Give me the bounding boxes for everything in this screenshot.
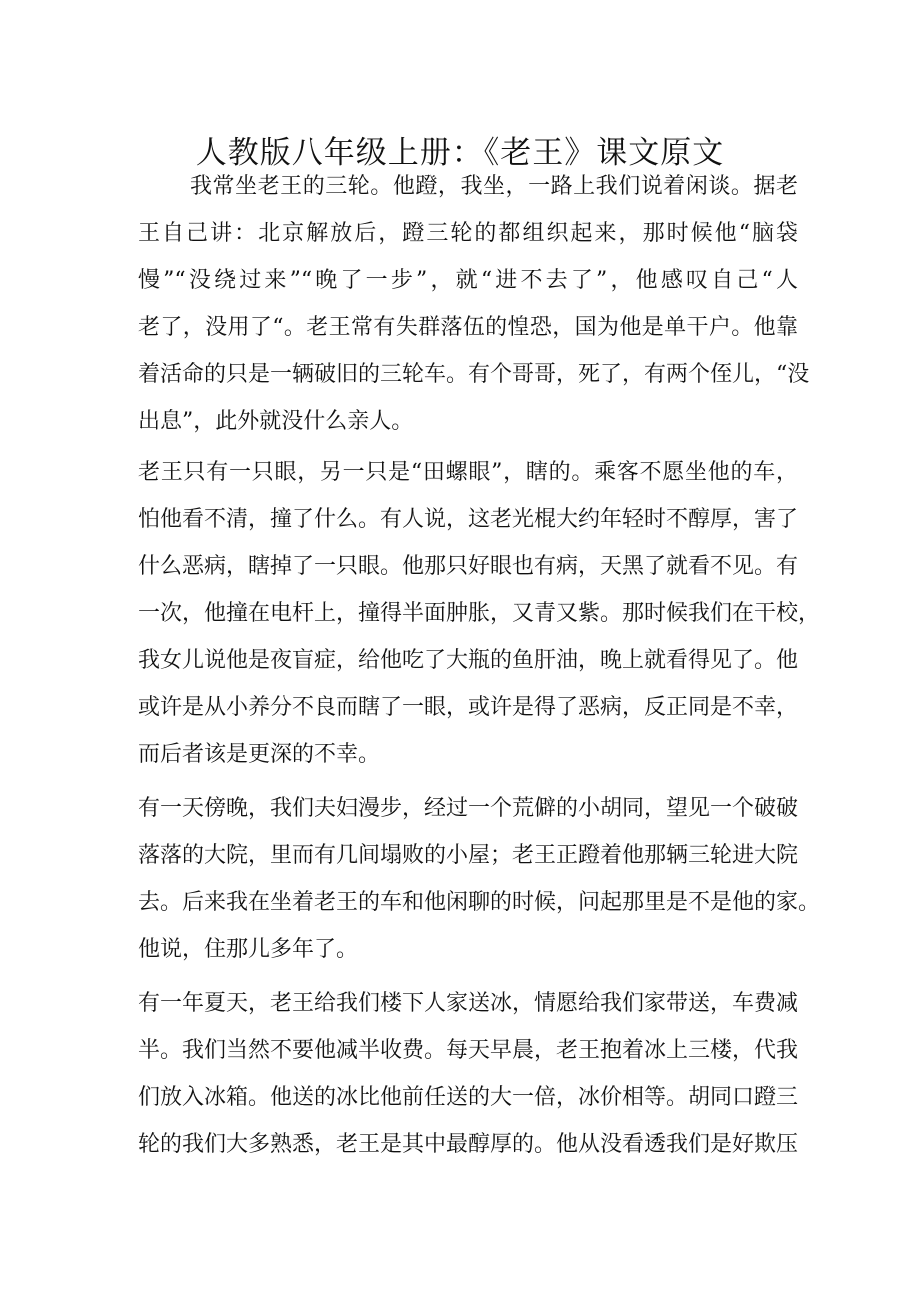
paragraph-line: 王自己讲：北京解放后，蹬三轮的都组织起来，那时候他“脑袋: [138, 221, 798, 246]
paragraph-line: 而后者该是更深的不幸。: [138, 742, 381, 767]
paragraph-line: 慢”“没绕过来”“晚了一步”，就“进不去了”，他感叹自己“人: [138, 268, 798, 293]
paragraph-line: 有一天傍晚，我们夫妇漫步，经过一个荒僻的小胡同，望见一个破破: [138, 796, 799, 821]
paragraph-line: 老了，没用了“。老王常有失群落伍的惶恐，国为他是单干户。他靠: [138, 315, 798, 340]
paragraph-line: 半。我们当然不要他减半收费。每天早晨，老王抱着冰上三楼，代我: [138, 1038, 799, 1063]
paragraph-line: 着活命的只是一辆破旧的三轮车。有个哥哥，死了，有两个侄儿，“没: [138, 362, 810, 387]
paragraph-line: 我常坐老王的三轮。他蹬，我坐，一路上我们说着闲谈。据老: [190, 174, 798, 199]
paragraph-line: 他说，住那儿多年了。: [138, 937, 359, 962]
paragraph-line: 有一年夏天，老王给我们楼下人家送冰，情愿给我们家带送，车费减: [138, 991, 799, 1016]
paragraph-line: 们放入冰箱。他送的冰比他前任送的大一倍，冰价相等。胡同口蹬三: [138, 1085, 799, 1110]
paragraph-line: 去。后来我在坐着老王的车和他闲聊的时候，问起那里是不是他的家。: [138, 890, 821, 915]
document-title: 人教版八年级上册：《老王》课文原文: [195, 134, 725, 171]
paragraph-line: 或许是从小养分不良而瞎了一眼，或许是得了恶病，反正同是不幸，: [138, 695, 799, 720]
paragraph-line: 落落的大院，里而有几间塌败的小屋；老王正蹬着他那辆三轮进大院: [138, 843, 799, 868]
paragraph-line: 老王只有一只眼，另一只是“田螺眼”，瞎的。乘客不愿坐他的车，: [138, 460, 798, 485]
paragraph-line: 怕他看不清，撞了什么。有人说，这老光棍大约年轻时不醇厚，害了: [138, 507, 799, 532]
paragraph-line: 我女儿说他是夜盲症，给他吃了大瓶的鱼肝油，晚上就看得见了。他: [138, 648, 799, 673]
paragraph-line: 什么恶病，瞎掉了一只眼。他那只好眼也有病，天黑了就看不见。有: [138, 554, 799, 579]
paragraph-line: 轮的我们大多熟悉，老王是其中最醇厚的。他从没看透我们是好欺压: [138, 1132, 799, 1157]
paragraph-line: 一次，他撞在电杆上，撞得半面肿胀，又青又紫。那时候我们在干校，: [138, 601, 821, 626]
paragraph-line: 出息”，此外就没什么亲人。: [138, 409, 414, 434]
